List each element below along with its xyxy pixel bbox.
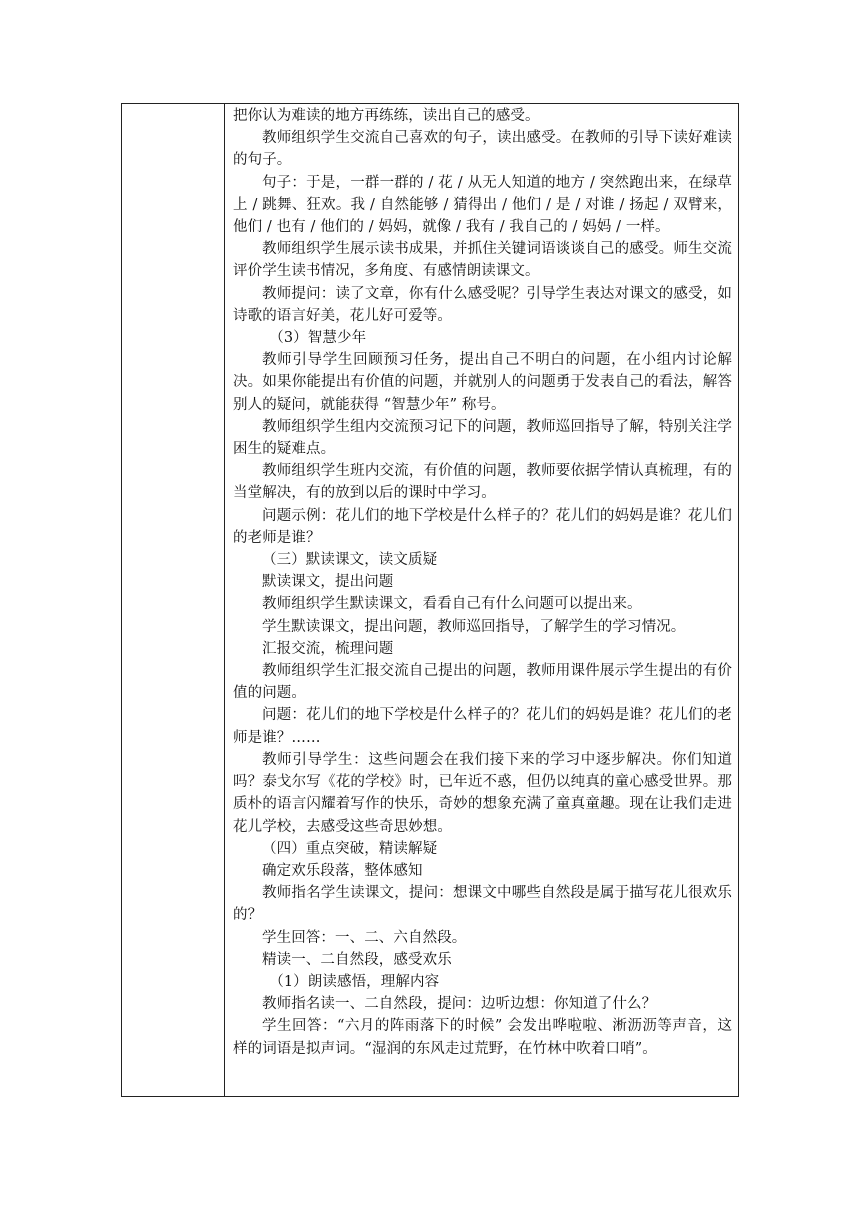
paragraph: 学生回答：“六月的阵雨落下的时候” 会发出哗啦啦、淅沥沥等声音，这样的词语是拟声词。“湿润的东风走过荒野，在竹林中吹着口哨”。 bbox=[233, 1018, 732, 1057]
paragraph: 问题：花儿们的地下学校是什么样子的？花儿们的妈妈是谁？花儿们的老师是谁？…… bbox=[233, 707, 732, 746]
paragraph: 教师组织学生交流自己喜欢的句子，读出感受。在教师的引导下读好难读的句子。 bbox=[233, 130, 732, 169]
paragraph: 教师组织学生展示读书成果，并抓住关键词语谈谈自己的感受。师生交流评价学生读书情况，多角度、有感情朗读课文。 bbox=[233, 241, 732, 280]
section-heading: （三）默读课文，读文质疑 bbox=[262, 552, 438, 569]
paragraph: 句子：于是，一群一群的 / 花 / 从无人知道的地方 / 突然跑出来，在绿草上 / 跳舞、狂欢。我 / 自然能够 / 猜得出 / 他们 / 是 / 对谁 / 扬起 / 双臂来，他们 / 也有 / 他们的 / 妈妈，就像 / 我有 / 我自己的 / 妈妈 / 一样。 bbox=[233, 174, 732, 236]
paragraph: 把你认为难读的地方再练练，读出自己的感受。 bbox=[233, 108, 540, 124]
paragraph: 教师引导学生：这些问题会在我们接下来的学习中逐步解决。你们知道吗？泰戈尔写《花的学校》时，已年近不惑，但仍以纯真的童心感受世界。那质朴的语言闪耀着写作的快乐，奇妙的想象充满了童真童趣。现在让我们走进花儿学校，去感受这些奇思妙想。 bbox=[233, 751, 732, 835]
table-left-cell bbox=[122, 104, 225, 1096]
section-heading: （1）朗读感悟，理解内容 bbox=[269, 973, 440, 990]
paragraph: 问题示例：花儿们的地下学校是什么样子的？花儿们的妈妈是谁？花儿们的老师是谁？ bbox=[233, 507, 732, 546]
paragraph: 教师组织学生班内交流，有价值的问题，教师要依据学情认真梳理，有的当堂解决，有的放到以后的课时中学习。 bbox=[233, 463, 732, 502]
subsection-heading: 默读课文，提出问题 bbox=[262, 574, 394, 591]
lesson-plan-table bbox=[121, 103, 739, 1097]
subsection-heading: 确定欢乐段落，整体感知 bbox=[262, 862, 423, 879]
paragraph: 学生回答：一、二、六自然段。 bbox=[262, 929, 467, 946]
section-heading: （四）重点突破，精读解疑 bbox=[262, 840, 438, 857]
table-content-cell bbox=[226, 104, 738, 1096]
paragraph: 教师指名学生读课文，提问：想课文中哪些自然段是属于描写花儿很欢乐的？ bbox=[233, 885, 732, 924]
paragraph: 教师组织学生默读课文，看看自己有什么问题可以提出来。 bbox=[262, 596, 642, 613]
paragraph: 教师提问：读了文章，你有什么感受呢？引导学生表达对课文的感受，如诗歌的语言好美，花儿好可爱等。 bbox=[233, 285, 732, 324]
section-heading: （3）智慧少年 bbox=[269, 330, 367, 347]
paragraph: 教师组织学生组内交流预习记下的问题，教师巡回指导了解，特别关注学困生的疑难点。 bbox=[233, 418, 732, 458]
paragraph: 教师组织学生汇报交流自己提出的问题，教师用课件展示学生提出的有价值的问题。 bbox=[233, 663, 732, 702]
paragraph: 教师指名读一、二自然段，提问：边听边想：你知道了什么？ bbox=[262, 996, 657, 1013]
subsection-heading: 汇报交流，梳理问题 bbox=[262, 640, 394, 657]
paragraph: 教师引导学生回顾预习任务，提出自己不明白的问题，在小组内讨论解决。如果你能提出有价值的问题，并就别人的问题勇于发表自己的看法，解答别人的疑问，就能获得 “智慧少年” 称号。 bbox=[233, 352, 732, 413]
subsection-heading: 精读一、二自然段，感受欢乐 bbox=[262, 951, 452, 968]
paragraph: 学生默读课文，提出问题，教师巡回指导，了解学生的学习情况。 bbox=[262, 618, 686, 635]
